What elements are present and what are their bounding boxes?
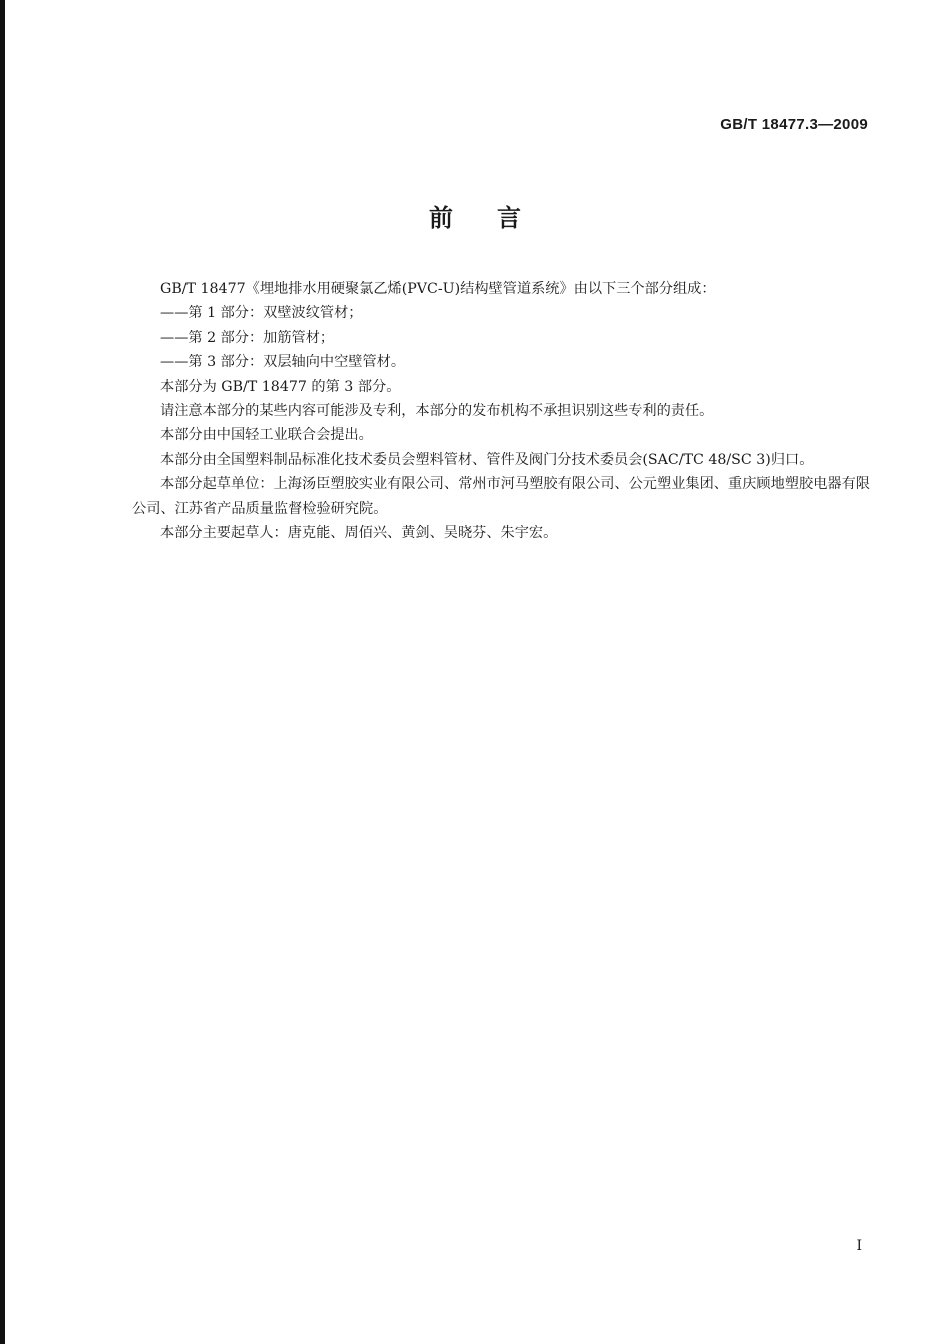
paragraph-drafting-units: 本部分起草单位：上海汤臣塑胶实业有限公司、常州市河马塑胶有限公司、公元塑业集团、重庆顾地塑胶电器有限公司、江苏省产品质量监督检验研究院。 [132,476,870,517]
list-item-part-2: ——第 2 部分：加筋管材； [160,329,335,346]
paragraph-centralized-by: 本部分由全国塑料制品标准化技术委员会塑料管材、管件及阀门分技术委员会(SAC/TC 48/SC 3)归口。 [160,451,814,468]
paragraph-patent-notice: 请注意本部分的某些内容可能涉及专利，本部分的发布机构不承担识别这些专利的责任。 [160,403,714,420]
paragraph-this-part: 本部分为 GB/T 18477 的第 3 部分。 [160,378,401,395]
foreword-body [132,277,870,545]
page-title: 前言 [429,204,565,232]
paragraph-proposed-by: 本部分由中国轻工业联合会提出。 [160,427,373,444]
page-number: I [856,1238,862,1254]
paragraph-drafters: 本部分主要起草人：唐克能、周佰兴、黄剑、吴晓芬、朱宇宏。 [160,525,558,542]
list-item-part-1: ——第 1 部分：双壁波纹管材； [160,305,363,322]
list-item-part-3: ——第 3 部分：双层轴向中空壁管材。 [160,354,406,371]
standard-number: GB/T 18477.3—2009 [720,116,868,133]
paragraph-composition: GB/T 18477《埋地排水用硬聚氯乙烯(PVC-U)结构壁管道系统》由以下三个部分组成： [160,281,716,297]
